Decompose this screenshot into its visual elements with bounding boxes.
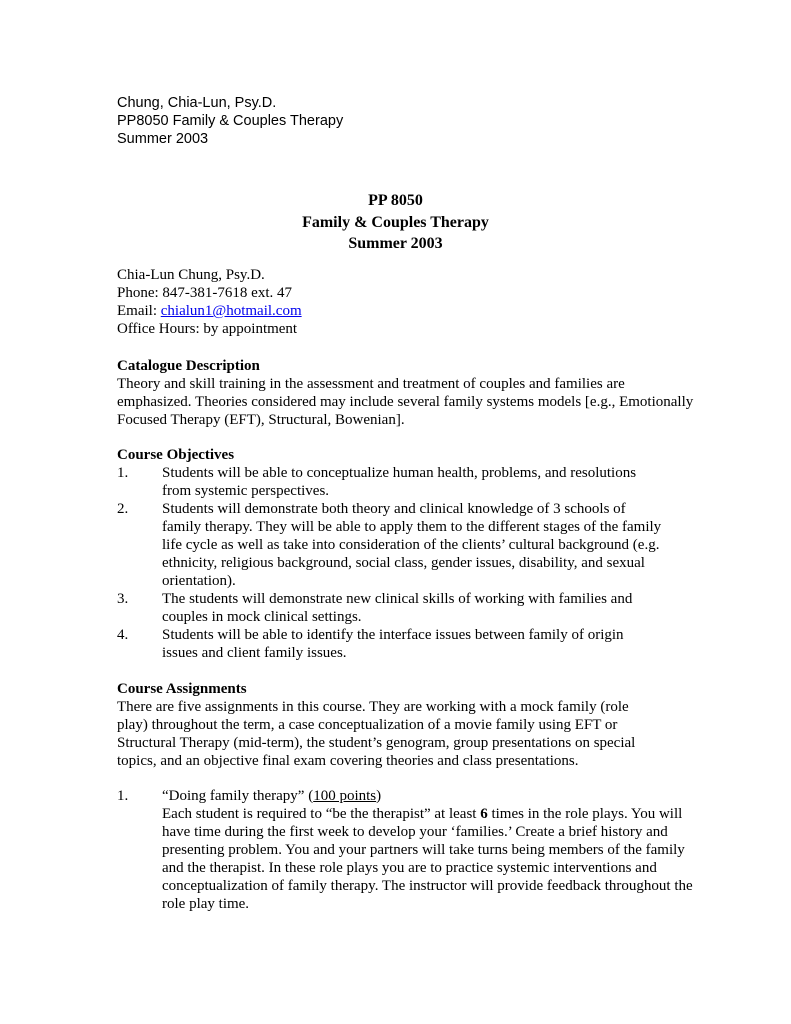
email-link[interactable]: chialun1@hotmail.com bbox=[160, 303, 302, 319]
objective-item bbox=[117, 590, 662, 626]
assignment-list bbox=[117, 787, 697, 913]
objective-number: 3. bbox=[117, 591, 129, 607]
course-title bbox=[0, 190, 791, 255]
assignment-title bbox=[162, 787, 697, 805]
office-hours: Office Hours: by appointment bbox=[117, 321, 298, 337]
objectives-heading: Course Objectives bbox=[117, 447, 235, 463]
objective-text: Students will be able to identify the interface issues between family of origin issues and client family issues. bbox=[162, 627, 624, 661]
objective-text: The students will demonstrate new clinical skills of working with families and couples in mock clinical settings. bbox=[162, 591, 633, 625]
contact-info bbox=[117, 266, 697, 338]
assignments-heading: Course Assignments bbox=[117, 681, 247, 697]
assignment-count: 6 bbox=[480, 806, 488, 822]
email-line bbox=[117, 302, 697, 320]
objective-text: Students will demonstrate both theory and clinical knowledge of 3 schools of family therapy. They will be able to apply them to the different stages of the family life cycle as well as take into consideration of the clients’ cultural background (e.g. ethnicity, religious background, social class, gender issues, disability, and sexual orientation). bbox=[162, 501, 662, 589]
objective-number: 4. bbox=[117, 627, 129, 643]
objectives-section bbox=[117, 446, 662, 662]
instructor-name: Chia-Lun Chung, Psy.D. bbox=[117, 267, 265, 283]
assignment-title-text: “Doing family therapy” ( bbox=[162, 788, 314, 804]
assignment-title-close: ) bbox=[376, 788, 382, 804]
objective-item bbox=[117, 500, 662, 590]
header-term: Summer 2003 bbox=[117, 131, 209, 147]
title-name: Family & Couples Therapy bbox=[302, 213, 489, 231]
objective-item bbox=[117, 464, 662, 500]
email-label: Email: bbox=[117, 303, 161, 319]
assignment-points: 100 points bbox=[313, 788, 377, 804]
header-author: Chung, Chia-Lun, Psy.D. bbox=[117, 95, 277, 111]
objective-text: Students will be able to conceptualize human health, problems, and resolutions from systemic perspectives. bbox=[162, 465, 637, 499]
assignment-description bbox=[162, 805, 697, 913]
catalogue-heading: Catalogue Description bbox=[117, 358, 260, 374]
objective-number: 2. bbox=[117, 501, 129, 517]
assignment-item-1 bbox=[117, 787, 697, 913]
assignment-text-start: Each student is required to “be the therapist” at least bbox=[162, 806, 481, 822]
assignment-item bbox=[117, 787, 697, 913]
catalogue-text: Theory and skill training in the assessment and treatment of couples and families are emphasized. Theories considered may include several family systems models [e.g., Emotionally Focused Therapy (EFT), Structural, Bowenian]. bbox=[117, 376, 694, 428]
phone: Phone: 847-381-7618 ext. 47 bbox=[117, 285, 292, 301]
title-term: Summer 2003 bbox=[348, 235, 443, 252]
header-course: PP8050 Family & Couples Therapy bbox=[117, 113, 344, 129]
assignment-number: 1. bbox=[117, 788, 129, 804]
objectives-list bbox=[117, 464, 662, 662]
assignment-text-end: times in the role plays. You will have time during the first week to develop your ‘families.’ Create a brief history and presenting problem. You and your partners will take turns being members of the family and the therapist. In these role plays you are to practice systemic interventions and conceptualization of family therapy. The instructor will provide feedback throughout the role play time. bbox=[162, 806, 693, 912]
document-header bbox=[117, 94, 343, 148]
assignments-section bbox=[117, 680, 662, 770]
title-code: PP 8050 bbox=[368, 192, 423, 209]
objective-number: 1. bbox=[117, 465, 129, 481]
catalogue-section bbox=[117, 357, 697, 429]
objective-item bbox=[117, 626, 662, 662]
assignments-text: There are five assignments in this course. They are working with a mock family (role play) throughout the term, a case conceptualization of a movie family using EFT or Structural Therapy (mid-term), the student’s genogram, group presentations on special topics, and an objective final exam covering theories and class presentations. bbox=[117, 699, 636, 769]
